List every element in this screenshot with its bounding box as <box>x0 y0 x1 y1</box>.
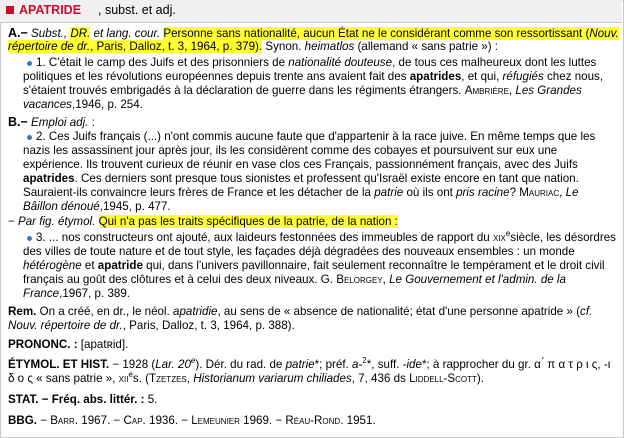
headword: APATRIDE <box>19 3 82 17</box>
example-3-line-4: français au goût des clôtures et à celui des deux niveaux. G. Belorgey, Le Gouvernement et l'admin. de la <box>23 273 566 286</box>
entry-marker-icon <box>6 6 14 14</box>
example-3-line-3: hétérogène et apatride qui, dans l'univers pavillonnaire, fait seulement reconnaître le tempérament et le droit civil <box>23 259 605 272</box>
example-3-line-5: France,1967, p. 389. <box>23 287 131 300</box>
example-3-line-1: 3. ... nos constructeurs ont ajouté, aux laideurs festonnées des immeubles de rapport du xix$^e$siècle, les désordres <box>36 229 616 244</box>
remark-line-1: Rem. On a créé, en dr., le néol. apatridie, au sens de « absence de nationalité; état d'une personne apatride » (cf. <box>8 305 593 318</box>
example-bullet-icon <box>27 61 32 66</box>
example-2-line-1: 2. Ces Juifs français (...) n'ont commis aucune faute que d'appartenir à la race juive. En même temps que les <box>36 130 596 143</box>
example-bullet-icon <box>27 135 32 140</box>
statistics-line: STAT. − Fréq. abs. littér. : 5. <box>8 393 158 406</box>
grammatical-category: , subst. et adj. <box>98 3 176 17</box>
section-a-line-1: A.− Subst., DR. et lang. cour. Personne sans nationalité, aucun État ne le considérant comme son ressortissant (Nouv. <box>8 26 619 40</box>
etymology-line-2: δ ο ς « sans patrie », xii$^e$s. (Tzetzes, Historianum variarum chiliades, 7, 436 ds Liddell-Scott). <box>8 370 485 385</box>
example-2-line-3: expérience. Ils trouvent curieux de réunir en vase clos ces Français, passionnément français, avec des Juifs <box>23 158 578 171</box>
section-b-line: B.− Emploi adj. : <box>8 115 95 129</box>
example-1-line-3: s'étaient trouvés embrigadés à la déclaration de guerre dans les régiments étrangers. Ambrière, Les Grandes <box>23 84 582 97</box>
remark-line-2: Nouv. répertoire de dr., Paris, Dalloz, t. 3, 1964, p. 388). <box>8 319 295 332</box>
subsense-line: − Par fig. étymol. Qui n'a pas les traits spécifiques de la patrie, de la nation : <box>8 215 398 228</box>
entry-header <box>0 0 622 23</box>
section-a-line-2: répertoire de dr., Paris, Dalloz, t. 3, 1964, p. 379). Synon. heimatlos (allemand « sans patrie ») : <box>8 40 499 53</box>
etymology-line-1: ÉTYMOL. ET HIST. − 1928 (Lar. 20e). Dér. du rad. de patrie*; préf. a-$^2$*, suff. -ide*; à rapprocher du gr. α ́ π α τ ρ ι ς, -ι <box>8 356 611 371</box>
example-2-line-6: Bâillon dénoué,1945, p. 477. <box>23 200 171 213</box>
bibliography-line: BBG. − Barr. 1967. − Cap. 1936. − Lemeunier 1969. − Réau-Rond. 1951. <box>8 414 376 427</box>
example-bullet-icon <box>27 236 32 241</box>
example-1-line-4: vacances,1946, p. 254. <box>23 98 143 111</box>
pronunciation-line: PRONONC. : [apatʀid]. <box>8 338 129 351</box>
example-1-line-2: politiques et les révolutions européennes depuis trente ans avaient fait des apatrides, et qui, réfugiés chez nous, <box>23 70 604 83</box>
example-3-line-2: des villes de toute nature et de tout style, les façades déjà dégradées des nouveaux ensembles : un monde <box>23 245 575 258</box>
example-1-line-1: 1. C'était le camp des Juifs et des prisonniers de nationalité douteuse, de tous ces malheureux dont les luttes <box>36 56 597 69</box>
example-2-line-2: nazis les assassinent jour après jour, ils les considèrent comme des cobayes et poursuivent sur eux une <box>23 144 558 157</box>
example-2-line-5: Sauraient-ils convaincre leurs frères de France et les détacher de la patrie où ils ont pris racine? Mauriac, Le <box>23 186 579 199</box>
example-2-line-4: apatrides. Ces derniers sont presque tous sionistes et professent qu'Israël existe encore en tant que nation. <box>23 172 579 185</box>
